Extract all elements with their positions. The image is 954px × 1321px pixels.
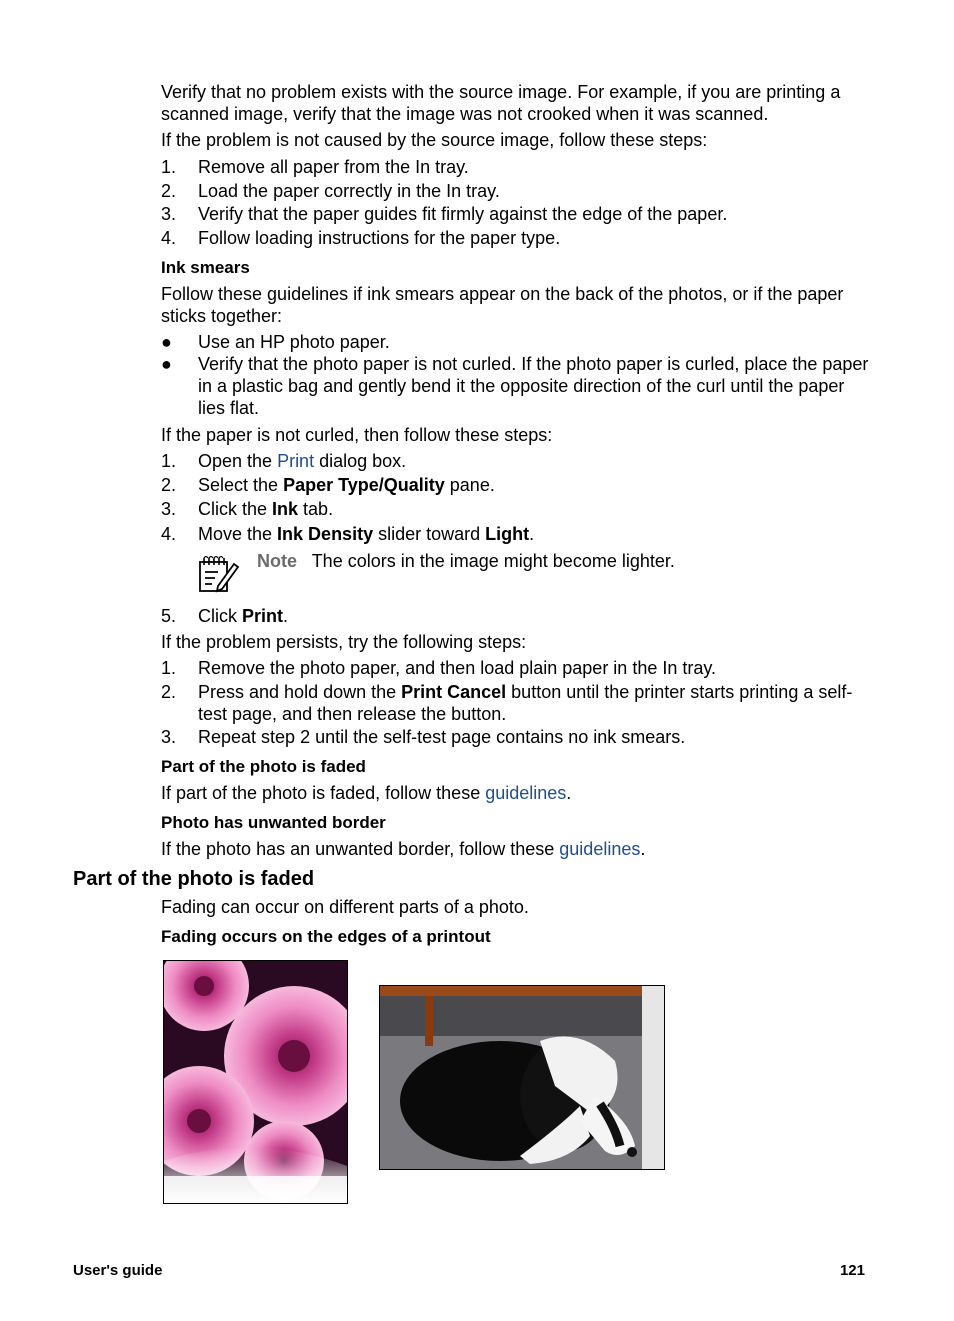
page-number: 121 [839,1262,865,1279]
border-paragraph: If the photo has an unwanted border, follow these guidelines. [161,839,646,859]
section-subheading: Fading occurs on the edges of a printout [161,927,491,946]
step-text: Remove all paper from the In tray. [198,157,469,177]
note-icon [196,553,240,595]
step-text: Repeat step 2 until the self-test page contains no ink smears. [198,727,686,747]
intro-paragraph-2: If the problem is not caused by the source image, follow these steps: [161,130,708,150]
note-label: Note [257,551,297,571]
step-number: 3. [161,727,177,747]
ink-smears-paragraph-3: If the problem persists, try the following steps: [161,632,527,652]
footer-guide-label: User's guide [73,1262,163,1279]
step-number: 1. [161,658,177,678]
step-text: Remove the photo paper, and then load plain paper in the In tray. [198,658,717,678]
step-number: 5. [161,606,177,626]
step-number: 1. [161,451,177,471]
step-number: 3. [161,204,177,224]
section-title: Part of the photo is faded [73,868,315,890]
step-number: 2. [161,682,177,702]
note-block [257,550,867,572]
step-text: Move the Ink Density slider toward Light. [198,524,535,544]
border-guidelines-link[interactable]: guidelines [559,839,641,859]
step-number: 2. [161,181,177,201]
border-subheading: Photo has unwanted border [161,813,386,832]
print-dialog-link[interactable]: Print [277,451,315,471]
note-text: The colors in the image might become lighter. [311,551,675,571]
step-text: Verify that the paper guides fit firmly against the edge of the paper. [198,204,728,224]
step-number: 2. [161,475,177,495]
ink-smears-paragraph-1: Follow these guidelines if ink smears appear on the back of the photos, or if the paper sticks together: [161,284,844,326]
intro-paragraph-1: Verify that no problem exists with the source image. For example, if you are printing a scanned image, verify that the image was not crooked when it was scanned. [161,82,841,124]
faded-subheading: Part of the photo is faded [161,757,366,776]
section-paragraph: Fading can occur on different parts of a photo. [161,897,529,917]
ink-smears-heading: Ink smears [161,258,250,277]
step-number: 4. [161,228,177,248]
step-text: Click Print. [198,606,289,626]
step-text: Click the Ink tab. [198,499,334,519]
step-text: Open the Print dialog box. [198,451,407,471]
bullet-icon: ● [161,332,172,352]
step-text: Load the paper correctly in the In tray. [198,181,500,201]
faded-paragraph: If part of the photo is faded, follow these guidelines. [161,783,572,803]
bullet-text: Use an HP photo paper. [198,332,390,352]
step-text: Follow loading instructions for the paper type. [198,228,561,248]
step-text: Press and hold down the Print Cancel button until the printer starts printing a self-test page, and then release the button. [198,682,853,724]
dog-photo [379,985,665,1170]
step-number: 4. [161,524,177,544]
step-text: Select the Paper Type/Quality pane. [198,475,495,495]
step-number: 1. [161,157,177,177]
bullet-text: Verify that the photo paper is not curled. If the photo paper is curled, place the paper in a plastic bag and gently bend it the opposite direction of the curl until the paper lies flat. [198,354,869,418]
faded-guidelines-link[interactable]: guidelines [485,783,567,803]
flower-photo [163,960,348,1204]
step-number: 3. [161,499,177,519]
bullet-icon: ● [161,354,172,374]
ink-smears-paragraph-2: If the paper is not curled, then follow these steps: [161,425,553,445]
